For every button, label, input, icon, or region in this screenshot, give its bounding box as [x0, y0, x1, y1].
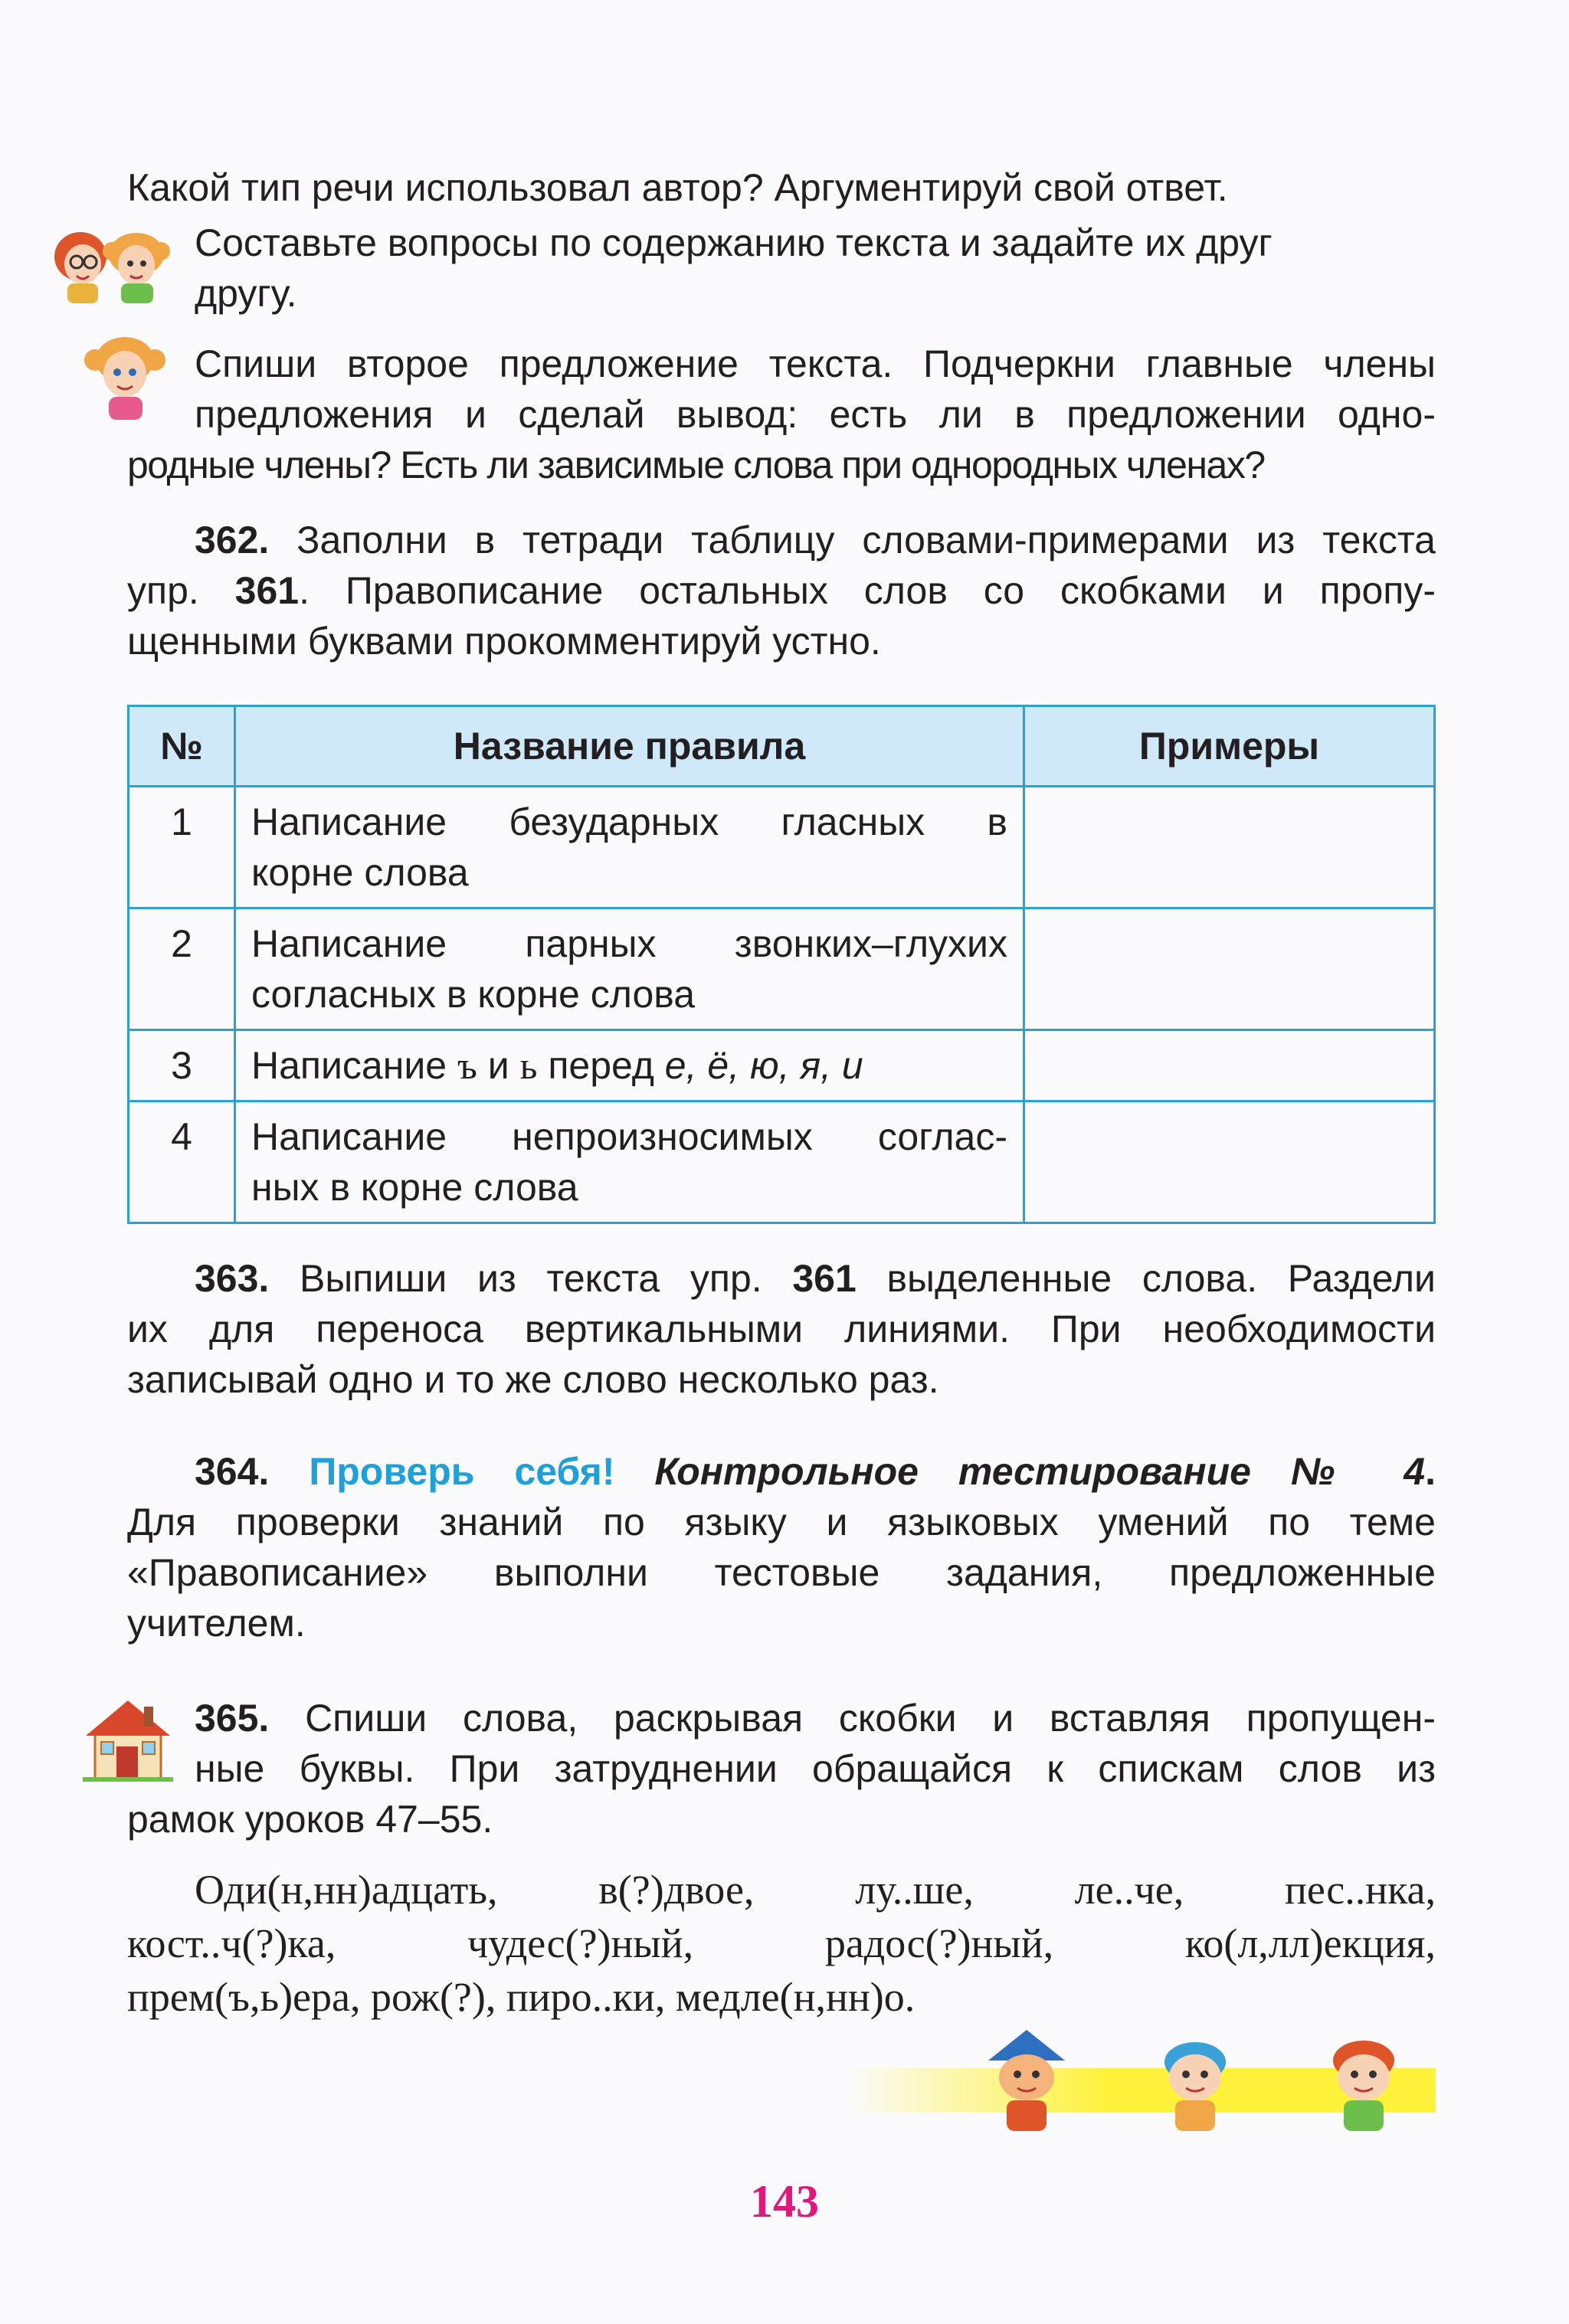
examples-cell	[1024, 787, 1435, 908]
exercise-number: 363.	[195, 1257, 270, 1300]
exercise-number: 362.	[195, 519, 270, 561]
table-header-examples: Примеры	[1024, 706, 1435, 787]
rules-table	[127, 705, 1436, 1224]
exercise-365: 365. Спиши слова, раскрывая скобки и вставляя пропущен- ные буквы. При затруднении обращайся к спискам слов из рамок уроков 47–55.	[127, 1697, 1436, 1841]
rule-cell: Написание парных звонких–глухих согласных в корне слова	[235, 908, 1024, 1030]
table-header-rule: Название правила	[235, 706, 1024, 787]
examples-cell	[1024, 1101, 1435, 1223]
check-yourself-label: Проверь себя!	[309, 1450, 615, 1493]
page-number: 143	[750, 2176, 819, 2227]
exercise-reference: 361	[792, 1257, 857, 1300]
row-number: 3	[129, 1030, 235, 1101]
intro-question: Какой тип речи использовал автор? Аргументируй свой ответ.	[127, 166, 1228, 209]
table-row	[129, 908, 1435, 1030]
table-row	[129, 1101, 1435, 1223]
exercise-364: 364. Проверь себя! Контрольное тестирование № 4. Для проверки знаний по языку и языковых умений по теме «Правописание» выполни тестовые задания, предложенные учителем.	[127, 1450, 1436, 1645]
exercise-number: 364.	[195, 1450, 270, 1493]
exercise-363: 363. Выпиши из текста упр. 361 выделенные слова. Раздели их для переноса вертикальными линиями. При необходимости записывай одно и то же слово несколько раз.	[127, 1257, 1436, 1401]
examples-cell	[1024, 908, 1435, 1030]
control-test-title: Контрольное тестирование № 4	[654, 1450, 1426, 1493]
rule-cell: Написание непроизносимых соглас- ных в корне слова	[235, 1101, 1024, 1223]
exercise-reference: 361	[234, 569, 300, 612]
pair-work-kids-icon	[38, 222, 176, 306]
table-row	[129, 1030, 1435, 1101]
rule-cell: Написание ъ и ь перед е, ё, ю, я, и	[235, 1030, 1024, 1101]
cartoon-kids-decoration	[973, 2030, 1433, 2137]
table-header-number: №	[129, 706, 235, 787]
solo-task: Спиши второе предложение текста. Подчеркни главные члены предложения и сделай вывод: есть ли в предложении одно- родные члены? Есть ли зависимые слова при однородных членах?	[127, 342, 1436, 486]
examples-cell	[1024, 1030, 1435, 1101]
row-number: 1	[129, 787, 235, 908]
exercise-number: 365.	[195, 1697, 270, 1740]
table-row	[129, 787, 1435, 908]
rule-cell: Написание безударных гласных в корне слова	[235, 787, 1024, 908]
row-number: 2	[129, 908, 235, 1030]
table-header-row	[129, 706, 1435, 787]
exercise-362: 362. Заполни в тетради таблицу словами-примерами из текста упр. 361. Правописание остальных слов со скобками и пропу- щенными буквами прокомментируй устно.	[127, 519, 1436, 663]
word-list: Оди(н,нн)адцать, в(?)двое, лу..ше, ле..че, пес..нка, кост..ч(?)ка, чудес(?)ный, радос(?)ный, ко(л,лл)екция, прем(ъ,ь)ера, рож(?), пиро..ки, медле(н,нн)о.	[127, 1867, 1436, 2020]
row-number: 4	[129, 1101, 235, 1223]
pair-task: Составьте вопросы по содержанию текста и задайте их друг другу.	[195, 221, 1273, 315]
